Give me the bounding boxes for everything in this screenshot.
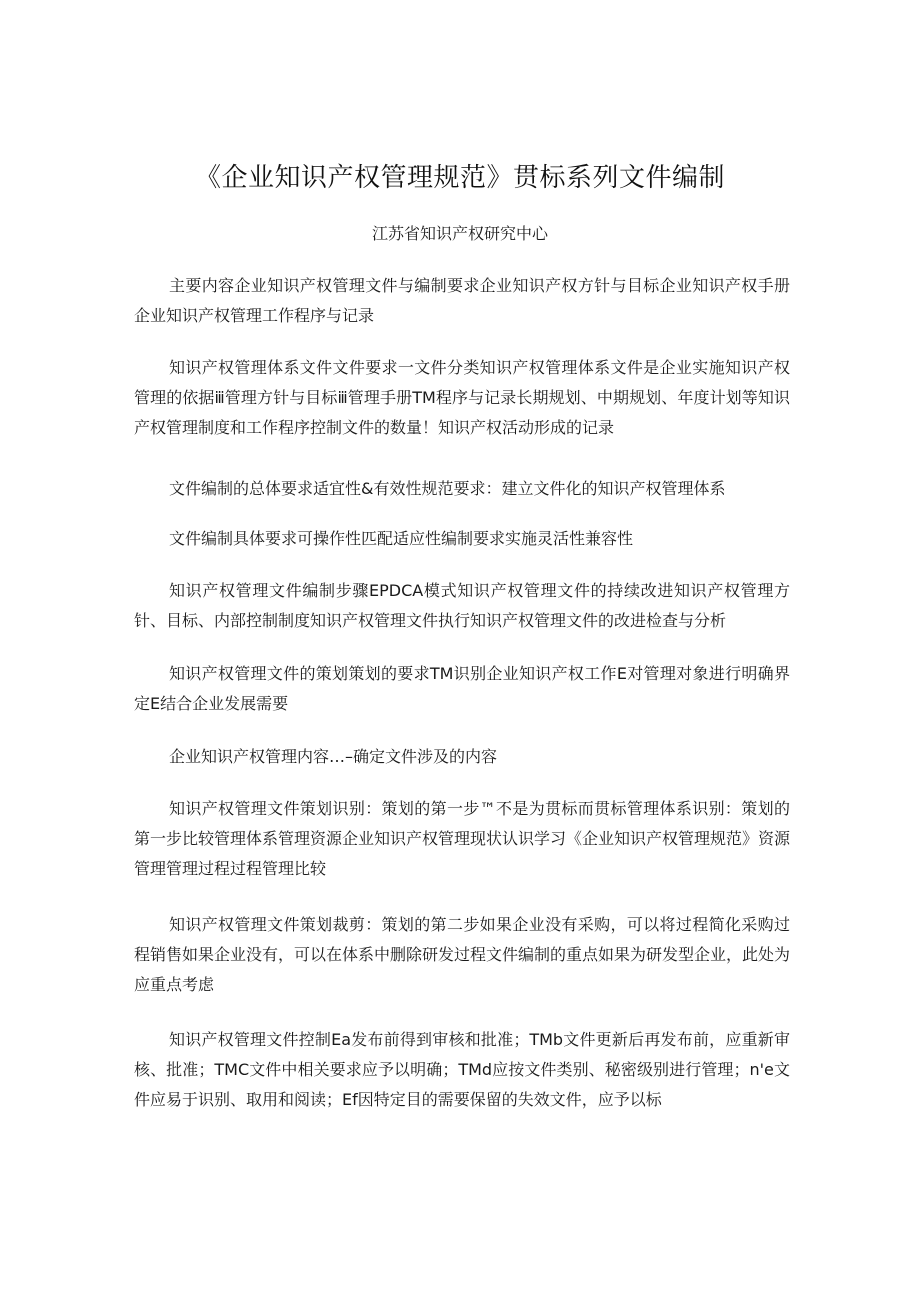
document-author: 江苏省知识产权研究中心 <box>371 224 548 243</box>
paragraph-main-content: 主要内容企业知识产权管理文件与编制要求企业知识产权方针与目标企业知识产权手册企业知识产权管理工作程序与记录 <box>134 276 790 325</box>
document-title: 《企业知识产权管理规范》贯标系列文件编制 <box>194 163 725 193</box>
paragraph-planning-requirements: 知识产权管理文件的策划策划的要求TM识别企业知识产权工作E对管理对象进行明确界定E结合企业发展需要 <box>134 664 790 713</box>
paragraph-document-control: 知识产权管理文件控制Ea发布前得到审核和批准；TMb文件更新后再发布前，应重新审核、批准；TMC文件中相关要求应予以明确；TMd应按文件类别、秘密级别进行管理；n'e文件应易于识别、取用和阅读；Ef因特定目的需要保留的失效文件，应予以标 <box>134 1030 790 1109</box>
paragraph-general-requirements: 文件编制的总体要求适宜性&有效性规范要求：建立文件化的知识产权管理体系 <box>169 479 726 498</box>
paragraph-system-documents: 知识产权管理体系文件文件要求一文件分类知识产权管理体系文件是企业实施知识产权管理的依据ⅲ管理方针与目标ⅲ管理手册TM程序与记录长期规划、中期规划、年度计划等知识产权管理制度和工作程序控制文件的数量！知识产权活动形成的记录 <box>134 358 790 437</box>
paragraph-management-content: 企业知识产权管理内容…–确定文件涉及的内容 <box>169 747 498 766</box>
paragraph-specific-requirements: 文件编制具体要求可操作性匹配适应性编制要求实施灵活性兼容性 <box>169 529 634 548</box>
paragraph-compilation-steps: 知识产权管理文件编制步骤EPDCA模式知识产权管理文件的持续改进知识产权管理方针、目标、内部控制制度知识产权管理文件执行知识产权管理文件的改进检查与分析 <box>134 581 790 630</box>
paragraph-planning-identification: 知识产权管理文件策划识别：策划的第一步™不是为贯标而贯标管理体系识别：策划的第一步比较管理体系管理资源企业知识产权管理现状认识学习《企业知识产权管理规范》资源管理管理过程过程管理比较 <box>134 799 791 878</box>
paragraph-planning-tailoring: 知识产权管理文件策划裁剪：策划的第二步如果企业没有采购，可以将过程简化采购过程销售如果企业没有，可以在体系中删除研发过程文件编制的重点如果为研发型企业，此处为应重点考虑 <box>134 915 791 994</box>
